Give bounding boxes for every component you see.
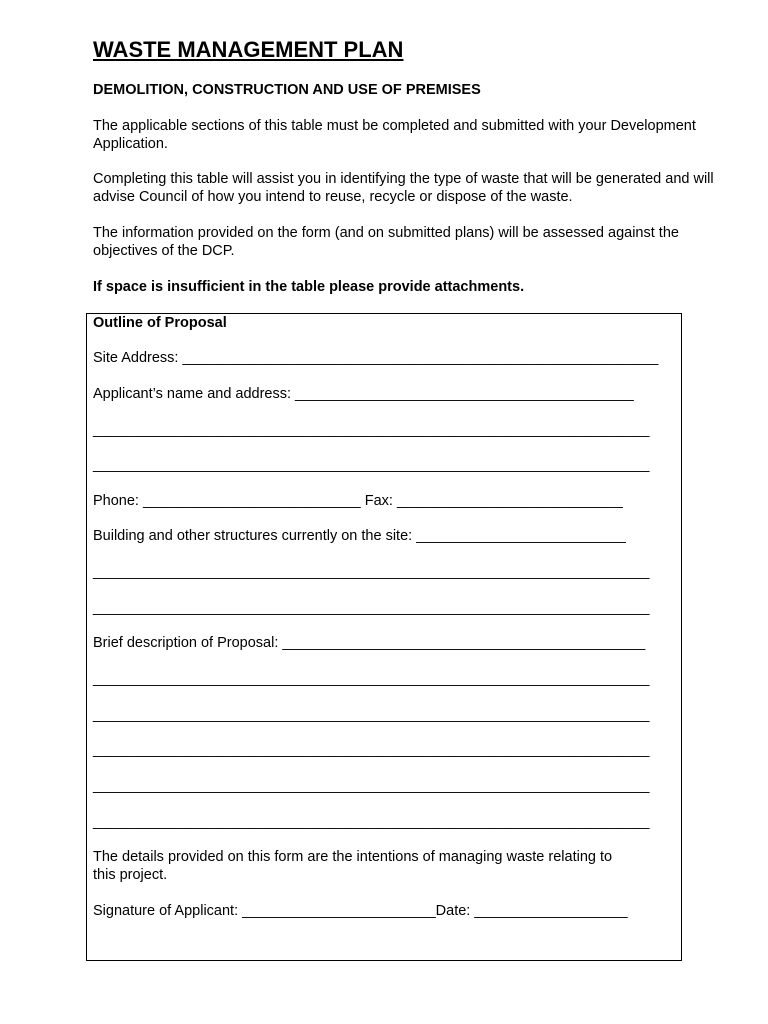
document-title: WASTE MANAGEMENT PLAN	[93, 37, 404, 62]
proposal-outline-heading: Outline of Proposal	[93, 315, 227, 331]
proposal-description-line-2[interactable]: _____________________________________________________________________	[93, 707, 650, 723]
intro-paragraph-3: The information provided on the form (and on submitted plans) will be assessed against the objectives of the DCP.	[93, 225, 679, 259]
applicant-address-line-1[interactable]: _____________________________________________________________________	[93, 422, 650, 438]
intro-paragraph-1: The applicable sections of this table must be completed and submitted with your Development Application.	[93, 118, 696, 152]
proposal-description-field[interactable]: Brief description of Proposal: _____________________________________________	[93, 635, 646, 651]
proposal-description-line-5[interactable]: _____________________________________________________________________	[93, 814, 650, 830]
document-subtitle: DEMOLITION, CONSTRUCTION AND USE OF PREMISES	[93, 82, 481, 98]
proposal-description-line-4[interactable]: _____________________________________________________________________	[93, 778, 650, 794]
declaration-text-line-2: this project.	[93, 867, 168, 883]
existing-structures-field[interactable]: Building and other structures currently on the site: __________________________	[93, 528, 626, 544]
attachments-notice: If space is insufficient in the table please provide attachments.	[93, 279, 525, 295]
applicant-address-line-2[interactable]: _____________________________________________________________________	[93, 457, 650, 473]
declaration-text-line-1: The details provided on this form are the intentions of managing waste relating to	[93, 849, 613, 865]
signature-date-fields[interactable]: Signature of Applicant: ________________________Date: ___________________	[93, 903, 628, 919]
phone-fax-fields[interactable]: Phone: ___________________________ Fax: ____________________________	[93, 493, 623, 509]
existing-structures-line-2[interactable]: _____________________________________________________________________	[93, 600, 650, 616]
proposal-description-line-1[interactable]: _____________________________________________________________________	[93, 671, 650, 687]
existing-structures-line-1[interactable]: _____________________________________________________________________	[93, 564, 650, 580]
intro-paragraph-2: Completing this table will assist you in identifying the type of waste that will be generated and will advise Council of how you intend to reuse, recycle or dispose of the waste.	[93, 171, 714, 205]
applicant-name-address-field[interactable]: Applicant’s name and address: __________________________________________	[93, 386, 634, 402]
proposal-description-line-3[interactable]: _____________________________________________________________________	[93, 742, 650, 758]
site-address-field[interactable]: Site Address: ___________________________________________________________	[93, 350, 659, 366]
